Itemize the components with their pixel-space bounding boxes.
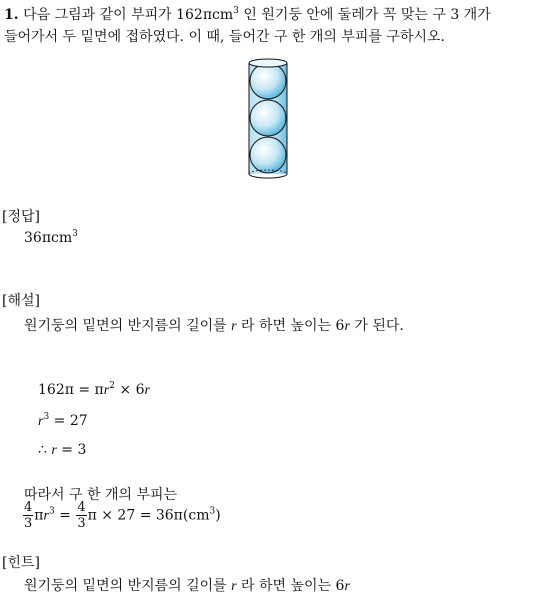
question-line-2: 들어가서 두 밑면에 접하였다. 이 때, 들어간 구 한 개의 부피를 구하시오. xyxy=(4,29,445,45)
hint-text xyxy=(24,575,350,595)
f-close: ) xyxy=(215,507,221,524)
fraction-2 xyxy=(76,500,86,531)
conclusion-text: 따라서 구 한 개의 부피는 xyxy=(24,487,178,503)
equation-1 xyxy=(38,382,150,399)
eq1-var-2: r xyxy=(144,383,150,398)
frac1-den: 3 xyxy=(24,516,33,531)
eq1-text-a: 162π = π xyxy=(38,382,104,398)
eq3-var: r xyxy=(51,443,57,458)
f-sup: 3 xyxy=(48,506,55,517)
intro-text-c: 가 된다. xyxy=(349,318,404,334)
question-line-1 xyxy=(4,4,491,24)
answer-value-sup: 3 xyxy=(72,229,78,239)
equation-2 xyxy=(38,413,88,430)
answer-value xyxy=(24,230,78,246)
equation-3 xyxy=(38,442,86,459)
eq1-sup: 2 xyxy=(109,381,115,391)
eq3-text-a: ∴ xyxy=(38,442,52,458)
hint-var: r xyxy=(231,579,237,594)
frac2-den: 3 xyxy=(77,516,86,531)
intro-var-2: r xyxy=(344,319,350,334)
intro-var: r xyxy=(231,319,237,334)
final-formula xyxy=(22,500,221,531)
intro-text-b: 라 하면 높이는 6 xyxy=(236,318,345,334)
eq2-text-b: = 27 xyxy=(49,413,88,429)
hint-label: [힌트] xyxy=(2,555,40,571)
fraction-1 xyxy=(23,500,33,531)
frac1-num: 4 xyxy=(24,500,33,515)
f-pi: π xyxy=(34,507,44,524)
hint-text-b: 라 하면 높이는 6 xyxy=(236,578,345,594)
sphere-top xyxy=(250,63,286,99)
question-text-b: 인 원기둥 안에 둘레가 꼭 맞는 구 3 개가 xyxy=(238,7,491,23)
cylinder-bottom-front xyxy=(249,174,287,178)
explanation-label: [해설] xyxy=(2,293,40,309)
intro-text-a: 원기둥의 밑면의 반지름의 길이를 xyxy=(24,318,232,334)
sphere-middle xyxy=(250,100,286,136)
frac2-num: 4 xyxy=(77,500,86,515)
f-sup-2: 3 xyxy=(209,506,216,517)
sphere-bottom xyxy=(250,137,286,173)
answer-label: [정답] xyxy=(2,209,40,225)
answer-value-text: 36πcm xyxy=(24,230,73,246)
eq3-text-b: = 3 xyxy=(56,442,87,458)
f-rest: π × 27 = 36π(cm xyxy=(87,507,210,524)
eq1-text-b: × 6 xyxy=(114,382,145,398)
cylinder-top-ellipse xyxy=(249,59,287,67)
question-sup: 3 xyxy=(233,6,239,16)
hint-var-2: r xyxy=(344,579,350,594)
explanation-intro xyxy=(24,315,404,335)
f-eq: = xyxy=(54,507,76,524)
question-number: 1. xyxy=(4,7,19,23)
eq1-var: r xyxy=(103,383,110,398)
question-text-a: 다음 그림과 같이 부피가 162πcm xyxy=(23,7,234,23)
eq2-sup: 3 xyxy=(43,412,50,422)
f-var: r xyxy=(43,508,49,524)
hint-text-a: 원기둥의 밑면의 반지름의 길이를 xyxy=(24,578,232,594)
cylinder-spheres-figure xyxy=(244,56,292,180)
eq2-var: r xyxy=(38,414,44,429)
